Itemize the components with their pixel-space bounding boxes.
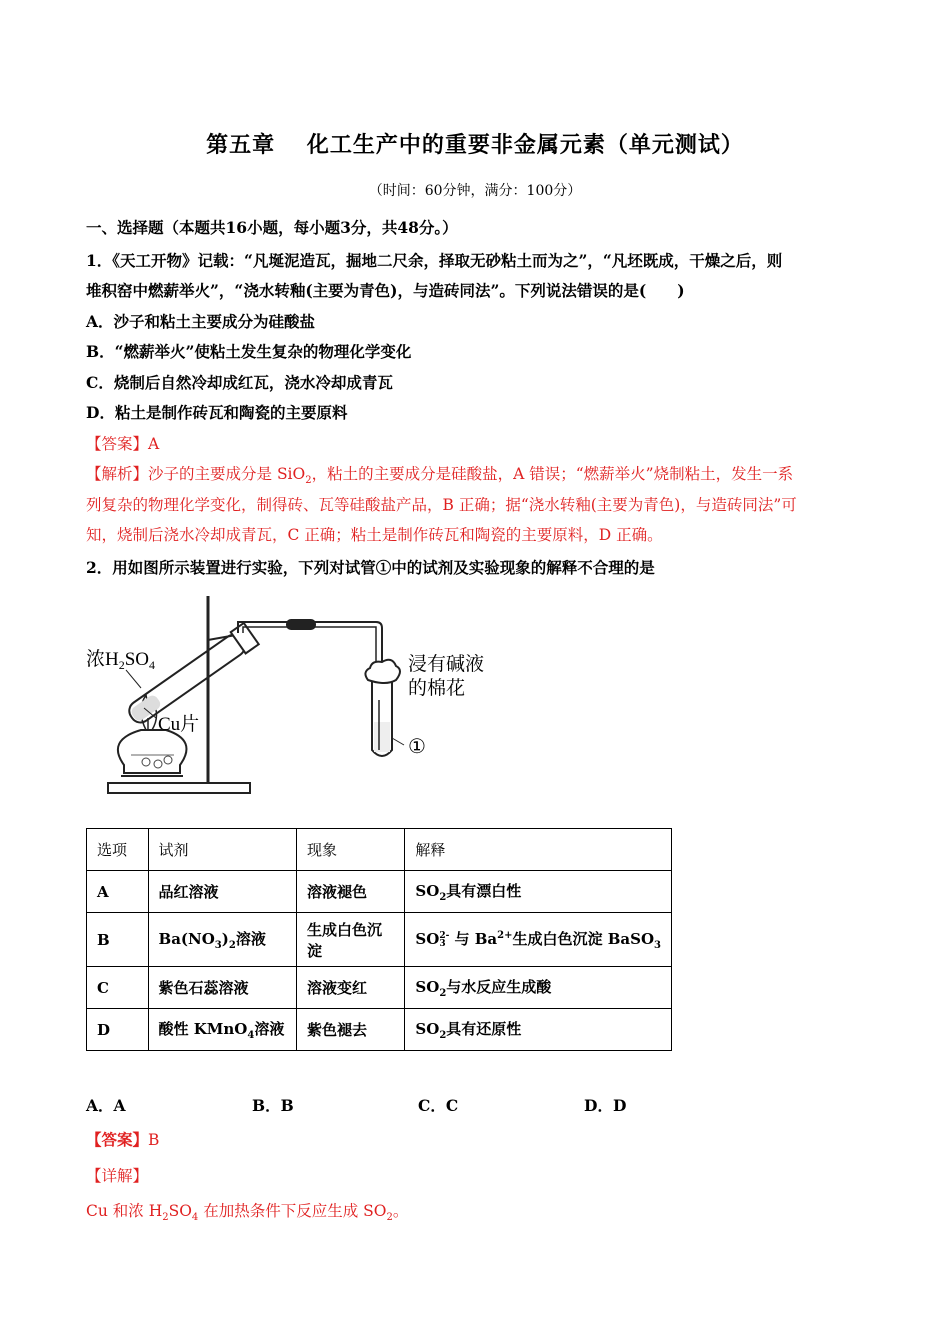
choice-c: C．C	[418, 1096, 459, 1115]
q2-detail-tag: 【详解】	[86, 1167, 149, 1185]
q1-option-d: D．粘土是制作砖瓦和陶瓷的主要原料	[86, 403, 348, 422]
page-subtitle: （时间：60分钟，满分：100分）	[368, 183, 582, 199]
table-row: B $Ba(NO_3)_2$溶液 生成白色沉淀 SO2- 3 与 $Ba^{2+}$生成白色沉淀 BaSO$_3$	[87, 913, 672, 967]
answer-tag: 【答案】	[86, 435, 149, 453]
q1-analysis-line1: 【解析】沙子的主要成分是 SiO$_2$，粘土的主要成分是硅酸盐，A 错误；“燃薪举火”烧制粘土，发生一系	[86, 465, 794, 487]
header-option: 选项	[87, 829, 149, 871]
q1-answer: 【答案】A	[86, 435, 160, 453]
rubber-tube	[286, 619, 316, 630]
choice-a: A．A	[86, 1096, 126, 1115]
table-row: D 酸性 KMnO$_4$溶液 紫色褪去 $SO_2$具有还原性	[87, 1009, 672, 1051]
choice-d: D．D	[584, 1096, 627, 1115]
label-cotton-1: 浸有碱液	[408, 654, 485, 675]
label-acid: 浓$H_2SO_4$	[86, 649, 156, 672]
label-cotton-2: 的棉花	[408, 678, 466, 699]
label-cu: Cu片	[158, 714, 200, 735]
q2-stem: 2．用如图所示装置进行实验，下列对试管①中的试剂及实验现象的解释不合理的是	[86, 558, 655, 577]
q1-stem-line1: 1．《天工开物》记载：“凡埏泥造瓦，掘地二尺余，择取无砂粘土而为之”，“凡坯既成，干燥之后，则	[86, 251, 783, 270]
q1-option-b: B．“燃薪举火”使粘土发生复杂的物理化学变化	[86, 342, 412, 361]
answer-tag: 【答案】	[86, 1130, 149, 1149]
label-tube-1: ①	[408, 734, 426, 758]
q1-analysis-line2: 列复杂的物理化学变化，制得砖、瓦等硅酸盐产品，B 正确；据“浇水转釉(主要为青色)，与造砖同法”可	[86, 496, 797, 514]
q2-detail: Cu 和浓 $H_2SO_4$ 在加热条件下反应生成 $SO_2$。	[86, 1202, 409, 1224]
alcohol-lamp	[118, 730, 187, 773]
apparatus-figure	[86, 590, 506, 805]
analysis-tag: 【解析】	[86, 465, 149, 483]
q1-option-a: A．沙子和粘土主要成分为硅酸盐	[86, 312, 316, 331]
q2-choices	[0, 1094, 950, 1118]
table-header-row	[87, 829, 672, 871]
stand-base	[108, 783, 250, 793]
options-table	[86, 828, 672, 1051]
q1-option-c: C．烧制后自然冷却成红瓦，浇水冷却成青瓦	[86, 373, 393, 392]
table-row: A 品红溶液 溶液褪色 $SO_2$具有漂白性	[87, 871, 672, 913]
choice-b: B．B	[252, 1096, 294, 1115]
table-row: C 紫色石蕊溶液 溶液变红 $SO_2$与水反应生成酸	[87, 967, 672, 1009]
page-title: 第五章 化工生产中的重要非金属元素（单元测试）	[206, 133, 744, 158]
q1-stem-line2: 堆积窑中燃薪举火”，“浇水转釉(主要为青色)，与造砖同法”。下列说法错误的是( )	[86, 281, 685, 300]
header-phenomenon: 现象	[296, 829, 404, 871]
header-reagent: 试剂	[148, 829, 296, 871]
cotton-icon	[365, 660, 400, 683]
q2-answer: 【答案】B	[86, 1130, 160, 1149]
q1-analysis-line3: 知，烧制后浇水冷却成青瓦，C 正确；粘土是制作砖瓦和陶瓷的主要原料，D 正确。	[86, 526, 663, 544]
header-explanation: 解释	[405, 829, 672, 871]
section-heading: 一、选择题（本题共16小题，每小题3分，共48分。）	[86, 218, 458, 237]
